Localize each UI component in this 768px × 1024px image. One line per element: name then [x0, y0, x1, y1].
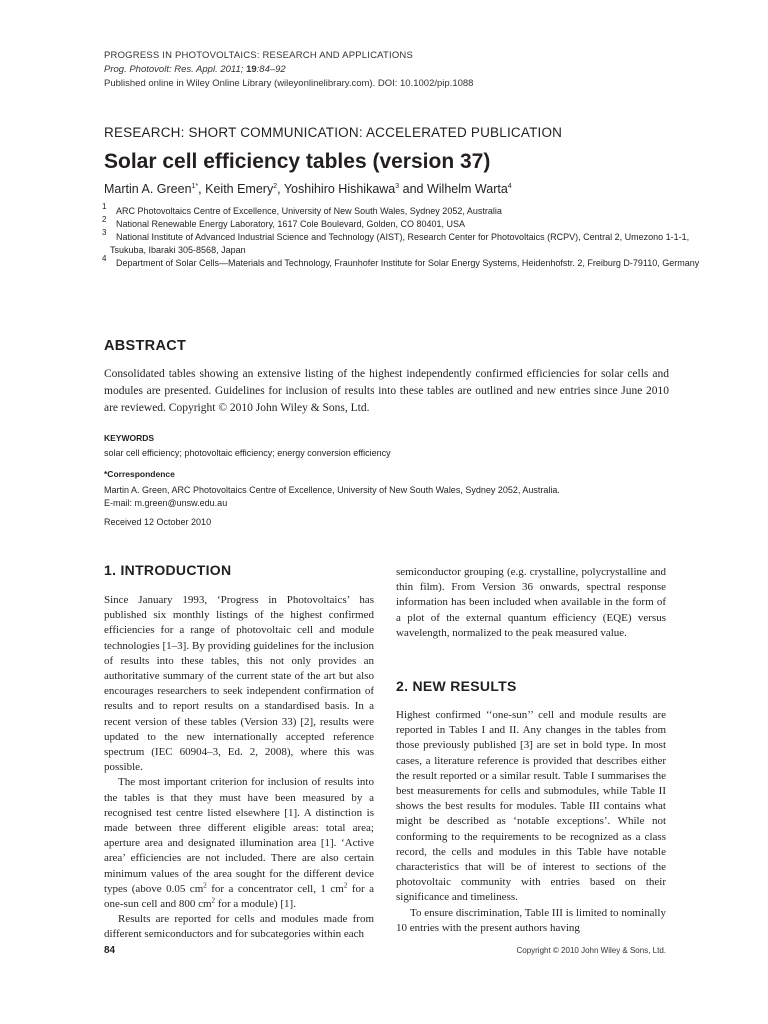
author-list	[104, 182, 512, 196]
affiliation-text: Department of Solar Cells—Materials and Technology, Fraunhofer Institute for Solar Energy Systems, Heidenhofstr. 2, Freiburg D-79110, Germany	[116, 258, 700, 268]
column-right	[396, 708, 666, 936]
paragraph: To ensure discrimination, Table III is limited to nominally 10 entries with the present authors having	[396, 906, 666, 934]
section-heading-introduction: 1. INTRODUCTION	[104, 562, 232, 578]
author-sep: ,	[198, 182, 206, 196]
paragraph: Highest confirmed ‘‘one-sun’’ cell and module results are reported in Tables I and II. Any changes in the tables from those previously published [3] are set in bold type. In most cases, a literature reference is provided that describes either the result reported or a similar result. Table I summarises the best measurements for cells and submodules, while Table II shows the best results for modules. Table III contains what might be described as ‘notable exceptions’. While not conforming to the requirements to be recognized as a class record, the cells and modules in this Table have notable characteristics that will be of interest to sections of the photovoltaic community with entries based on their significance and timeliness.	[396, 709, 666, 904]
column-left	[104, 593, 374, 943]
article-type: RESEARCH: SHORT COMMUNICATION: ACCELERATED PUBLICATION	[104, 125, 563, 140]
journal-name: PROGRESS IN PHOTOVOLTAICS: RESEARCH AND APPLICATIONS	[104, 50, 414, 61]
author-sep: and	[399, 182, 427, 196]
article-title: Solar cell efficiency tables (version 37)	[104, 150, 491, 173]
text-run: for a one-sun cell and 800 cm	[104, 882, 374, 911]
author-sup: 2	[273, 182, 278, 190]
affiliation-number: 1	[102, 202, 107, 211]
correspondence-text	[104, 484, 560, 510]
text-run: The most important criterion for inclusion of results into the tables is that they must have been measured by a recognised test centre listed elsewhere [1]. A distinction is made between three different eligible areas: total area; aperture area and designated illumination area [1]. ‘Active area’ efficiencies are not included. There are also certain minimum values of the area sought for the different device types (above 0.05 cm	[104, 776, 374, 895]
affiliation-text: ARC Photovoltaics Centre of Excellence, University of New South Wales, Sydney 2052, Australia	[116, 206, 502, 216]
correspondence-email[interactable]: E-mail: m.green@unsw.edu.au	[104, 498, 228, 508]
paragraph: semiconductor grouping (e.g. crystalline, polycrystalline and thin film). From Version 36 onwards, spectral response information has been included when available in the form of a plot of the external quantum efficiency (EQE) versus wavelength, normalized to the peak measured value.	[396, 566, 666, 639]
citation	[104, 63, 286, 77]
affiliation	[102, 202, 704, 218]
abstract-text: Consolidated tables showing an extensive listing of the highest independently confirmed efficiencies for solar cells and modules are presented. Guidelines for inclusion of results into these tables are outlined and new entries since June 2010 are reviewed. Copyright © 2010 John Wiley & Sons, Ltd.	[104, 368, 669, 414]
affiliation-text: National Institute of Advanced Industrial Science and Technology (AIST), Research Center for Photovoltaics (RCPV), Central 2, Umezono 1-1-1, Tsukuba, Ibaraki 305-8568, Japan	[110, 232, 690, 255]
affiliation-text: National Renewable Energy Laboratory, 1617 Cole Boulevard, Golden, CO 80401, USA	[116, 219, 466, 229]
page-number: 84	[104, 945, 116, 956]
correspondence-address: Martin A. Green, ARC Photovoltaics Centre of Excellence, University of New South Wales, Sydney 2052, Australia.	[104, 485, 560, 495]
received-date: Received 12 October 2010	[104, 517, 212, 527]
affiliation-number: 4	[102, 254, 107, 263]
affiliation	[102, 215, 704, 231]
affiliation	[102, 254, 704, 270]
online-publication: Published online in Wiley Online Library (wileyonlinelibrary.com). DOI: 10.1002/pip.1088	[104, 78, 474, 89]
footer-copyright: Copyright © 2010 John Wiley & Sons, Ltd.	[516, 946, 666, 955]
citation-volume: 19	[246, 64, 257, 75]
correspondence-heading: *Correspondence	[104, 469, 175, 479]
section-heading-new-results: 2. NEW RESULTS	[396, 678, 517, 694]
author-name: Yoshihiro Hishikawa	[283, 182, 396, 196]
paragraph: Results are reported for cells and modules made from different semiconductors and for subcategories within each	[104, 913, 374, 941]
author-sup: 1*	[191, 182, 199, 190]
keywords-text: solar cell efficiency; photovoltaic efficiency; energy conversion efficiency	[104, 448, 391, 458]
author-sup: 4	[507, 182, 512, 190]
author-name: Martin A. Green	[104, 182, 192, 196]
author-name: Keith Emery	[205, 182, 274, 196]
author-sep: ,	[277, 182, 284, 196]
paragraph: Since January 1993, ‘Progress in Photovoltaics’ has published six monthly listings of the highest confirmed efficiencies for a range of photovoltaic cell and module technologies [1–3]. By providing guidelines for the inclusion of results into these tables, this not only provides an authoritative summary of the current state of the art but also encourages researchers to seek independent confirmation of results and to report results on a standardised basis. In a recent version of these tables (Version 33) [2], results were updated to the new internationally accepted reference spectrum (IEC 60904–3, Ed. 2, 2008), where this was possible.	[104, 594, 374, 774]
abstract-heading: ABSTRACT	[104, 338, 187, 354]
superscript: 2	[211, 896, 216, 905]
affiliations	[102, 202, 704, 270]
affiliation-number: 3	[102, 228, 107, 237]
text-run: for a concentrator cell, 1 cm	[206, 882, 344, 895]
citation-year: 2011;	[220, 64, 244, 75]
author-name: Wilhelm Warta	[426, 182, 508, 196]
keywords-heading: KEYWORDS	[104, 433, 155, 443]
superscript: 2	[203, 881, 207, 890]
author-sup: 3	[395, 182, 400, 190]
affiliation-number: 2	[102, 215, 107, 224]
affiliation	[102, 228, 704, 257]
paragraph	[104, 775, 374, 912]
superscript: 2	[343, 881, 348, 890]
column-right-top	[396, 565, 666, 641]
text-run: for a module) [1].	[215, 898, 296, 911]
citation-pages: :84–92	[256, 64, 286, 75]
citation-journal: Prog. Photovolt: Res. Appl.	[104, 64, 218, 75]
